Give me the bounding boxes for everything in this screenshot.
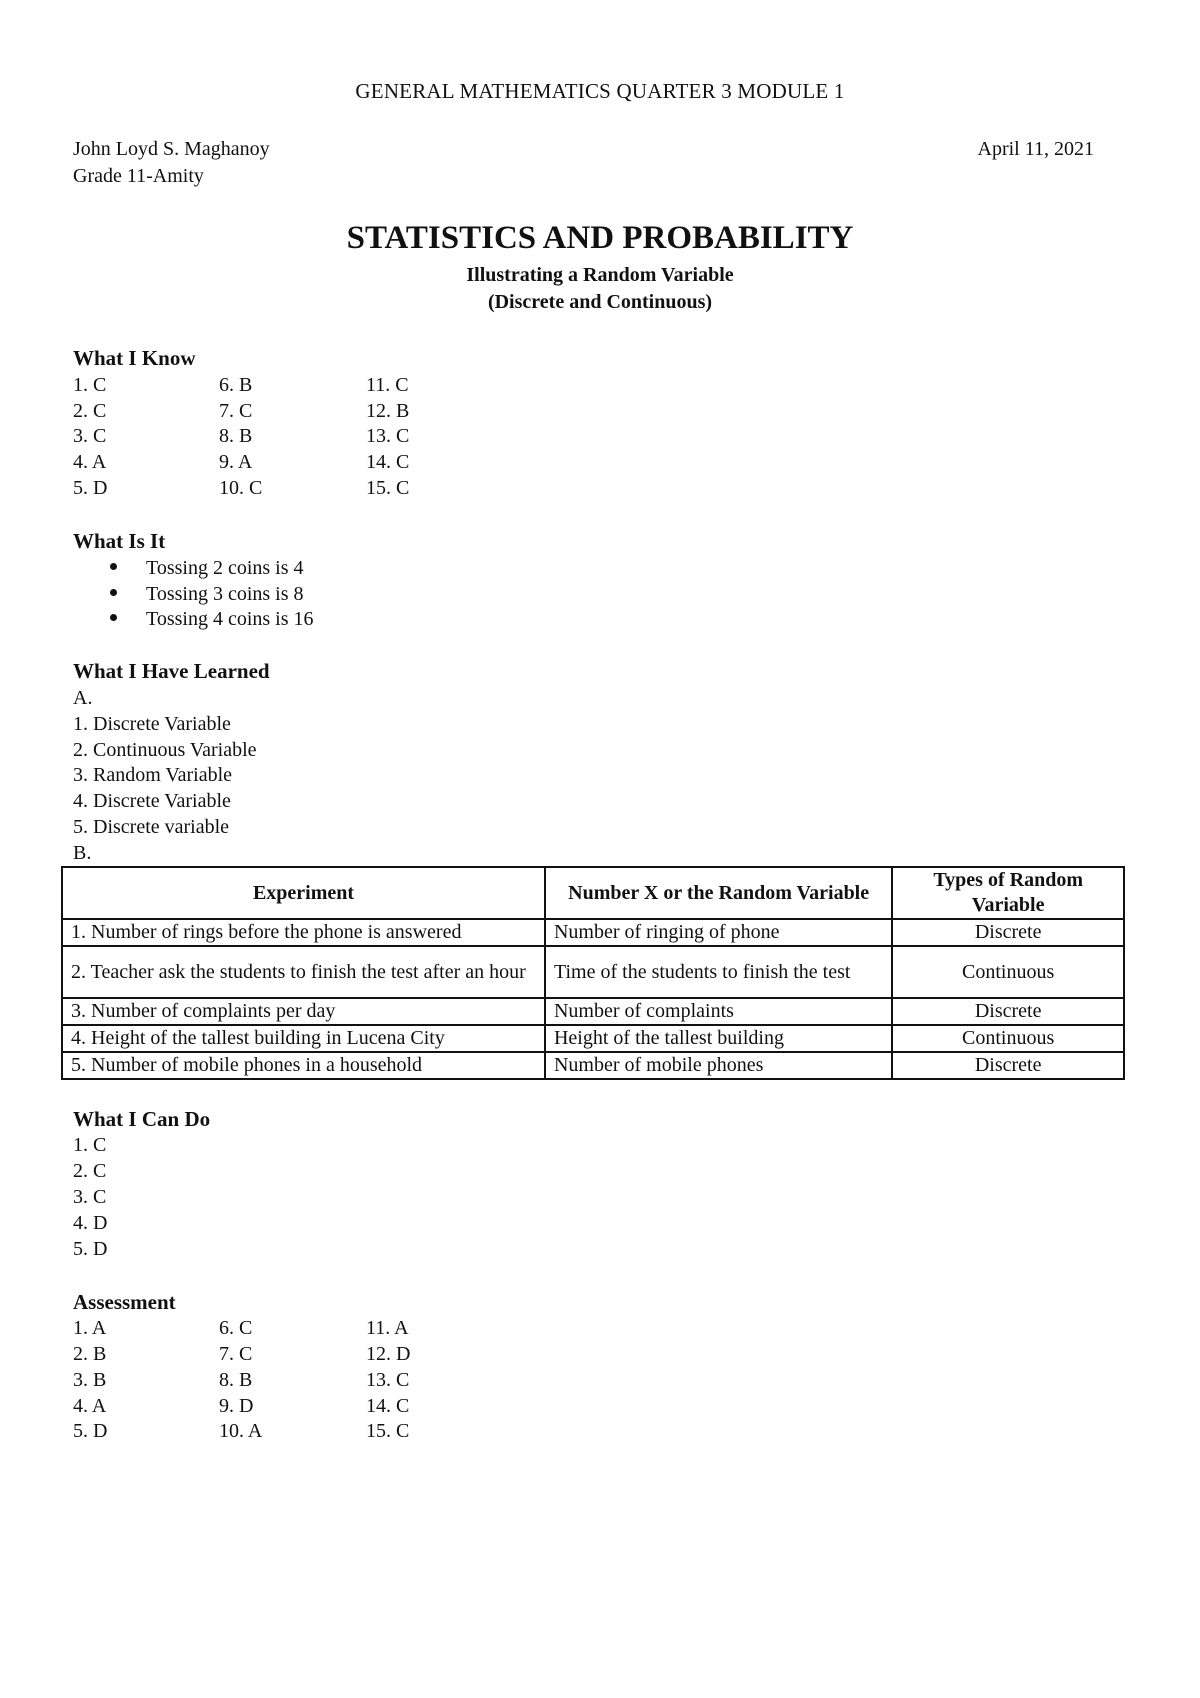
answer-item: 1. A xyxy=(73,1317,107,1339)
main-title: STATISTICS AND PROBABILITY xyxy=(346,220,854,256)
cell-random-variable: Number of complaints xyxy=(545,998,892,1025)
answer-item: 5. D xyxy=(73,477,108,499)
answer-item: 7. C xyxy=(219,1343,253,1365)
section-what-i-know: What I Know xyxy=(73,346,196,370)
answer-item: 8. B xyxy=(219,425,253,447)
part-b-label: B. xyxy=(73,842,92,864)
cell-variable-type: Discrete xyxy=(892,1052,1124,1079)
answer-item: 13. C xyxy=(366,1369,410,1391)
cell-experiment: 1. Number of rings before the phone is answered xyxy=(62,919,545,946)
cell-variable-type: Discrete xyxy=(892,919,1124,946)
section-assessment: Assessment xyxy=(73,1290,176,1314)
table-row xyxy=(62,919,1124,946)
cell-variable-type: Continuous xyxy=(892,946,1124,998)
answer-item: 1. C xyxy=(73,1134,107,1156)
table-header-row xyxy=(62,867,1124,919)
random-variable-table xyxy=(61,866,1125,1080)
answer-item: 4. A xyxy=(73,451,107,473)
cell-variable-type: Discrete xyxy=(892,998,1124,1025)
section-what-is-it: What Is It xyxy=(73,529,166,553)
learned-item: 3. Random Variable xyxy=(73,764,233,786)
table-row xyxy=(62,1052,1124,1079)
part-a-label: A. xyxy=(73,687,93,709)
bullet-item: Tossing 3 coins is 8 xyxy=(146,583,304,605)
header-variable-type: Types of Random Variable xyxy=(892,867,1124,919)
module-title: GENERAL MATHEMATICS QUARTER 3 MODULE 1 xyxy=(355,79,845,103)
learned-item: 1. Discrete Variable xyxy=(73,713,231,735)
answer-item: 5. D xyxy=(73,1238,108,1260)
header-random-variable: Number X or the Random Variable xyxy=(545,867,892,919)
table-row xyxy=(62,946,1124,998)
bullet-icon xyxy=(110,563,117,570)
cell-random-variable: Time of the students to finish the test xyxy=(545,946,892,998)
bullet-item: Tossing 2 coins is 4 xyxy=(146,557,304,579)
section-what-i-have-learned: What I Have Learned xyxy=(73,659,270,683)
answer-item: 2. B xyxy=(73,1343,107,1365)
answer-item: 12. B xyxy=(366,400,410,422)
answer-item: 4. A xyxy=(73,1395,107,1417)
learned-item: 5. Discrete variable xyxy=(73,816,230,838)
answer-item: 3. C xyxy=(73,1186,107,1208)
answer-item: 10. A xyxy=(219,1420,263,1442)
header-experiment: Experiment xyxy=(62,867,545,919)
cell-experiment: 2. Teacher ask the students to finish the test after an hour xyxy=(62,946,545,998)
learned-item: 4. Discrete Variable xyxy=(73,790,231,812)
answer-item: 11. C xyxy=(366,374,409,396)
learned-item: 2. Continuous Variable xyxy=(73,739,257,761)
answer-item: 11. A xyxy=(366,1317,409,1339)
answer-item: 13. C xyxy=(366,425,410,447)
document-date: April 11, 2021 xyxy=(977,138,1094,160)
student-name: John Loyd S. Maghanoy xyxy=(73,138,270,160)
answer-item: 5. D xyxy=(73,1420,108,1442)
bullet-icon xyxy=(110,589,117,596)
answer-item: 2. C xyxy=(73,1160,107,1182)
answer-item: 9. D xyxy=(219,1395,254,1417)
student-grade: Grade 11-Amity xyxy=(73,165,204,187)
cell-random-variable: Number of ringing of phone xyxy=(545,919,892,946)
answer-item: 2. C xyxy=(73,400,107,422)
answer-item: 6. B xyxy=(219,374,253,396)
cell-random-variable: Number of mobile phones xyxy=(545,1052,892,1079)
answer-item: 8. B xyxy=(219,1369,253,1391)
answer-item: 10. C xyxy=(219,477,263,499)
subtitle-topic: Illustrating a Random Variable xyxy=(466,264,734,286)
cell-variable-type: Continuous xyxy=(892,1025,1124,1052)
section-what-i-can-do: What I Can Do xyxy=(73,1107,211,1131)
answer-item: 12. D xyxy=(366,1343,411,1365)
subtitle-types: (Discrete and Continuous) xyxy=(487,291,713,313)
answer-item: 1. C xyxy=(73,374,107,396)
cell-random-variable: Height of the tallest building xyxy=(545,1025,892,1052)
cell-experiment: 5. Number of mobile phones in a household xyxy=(62,1052,545,1079)
bullet-item: Tossing 4 coins is 16 xyxy=(146,608,314,630)
answer-item: 4. D xyxy=(73,1212,108,1234)
answer-item: 14. C xyxy=(366,451,410,473)
table-row xyxy=(62,1025,1124,1052)
cell-experiment: 4. Height of the tallest building in Lucena City xyxy=(62,1025,545,1052)
answer-item: 15. C xyxy=(366,1420,410,1442)
cell-experiment: 3. Number of complaints per day xyxy=(62,998,545,1025)
answer-item: 6. C xyxy=(219,1317,253,1339)
answer-item: 7. C xyxy=(219,400,253,422)
answer-item: 9. A xyxy=(219,451,253,473)
answer-item: 15. C xyxy=(366,477,410,499)
bullet-icon xyxy=(110,614,117,621)
answer-item: 3. C xyxy=(73,425,107,447)
table-row xyxy=(62,998,1124,1025)
answer-item: 14. C xyxy=(366,1395,410,1417)
answer-item: 3. B xyxy=(73,1369,107,1391)
